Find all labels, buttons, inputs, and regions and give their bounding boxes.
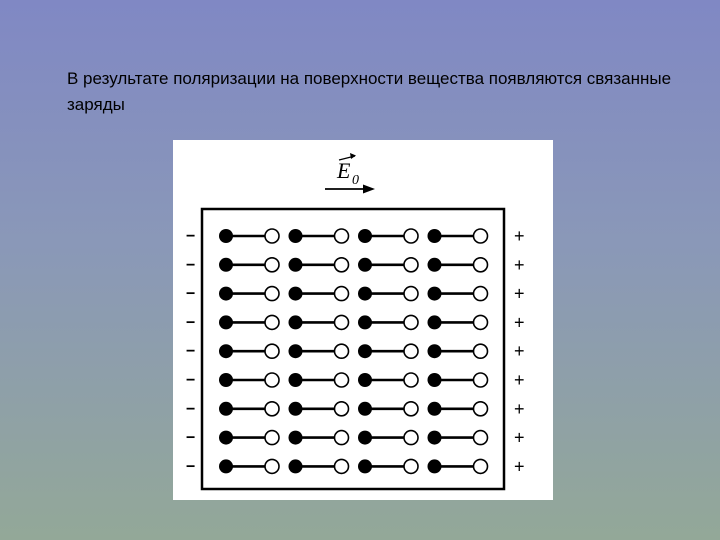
dipole-row xyxy=(219,287,488,301)
positive-charge-dot xyxy=(335,431,349,445)
negative-charge-dot xyxy=(428,431,442,445)
dipole xyxy=(358,258,418,272)
positive-charge-dot xyxy=(335,344,349,358)
dipole-rows xyxy=(219,229,488,473)
left-negative-charge: − xyxy=(186,228,196,245)
field-arrowhead xyxy=(363,185,375,194)
negative-charge-dot xyxy=(289,459,303,473)
negative-charge-dot xyxy=(428,344,442,358)
dipole xyxy=(219,373,279,387)
positive-charge-dot xyxy=(335,258,349,272)
negative-charge-dot xyxy=(289,431,303,445)
dipole xyxy=(219,459,279,473)
negative-charge-dot xyxy=(358,315,372,329)
dipole xyxy=(428,315,488,329)
dipole-row xyxy=(219,258,488,272)
positive-charge-dot xyxy=(404,315,418,329)
dipole xyxy=(219,431,279,445)
negative-charge-dot xyxy=(289,229,303,243)
slide-title: В результате поляризации на поверхности вещества появляются связанные заряды xyxy=(67,69,672,114)
positive-charge-dot xyxy=(335,402,349,416)
positive-charge-dot xyxy=(335,287,349,301)
positive-charge-dot xyxy=(404,459,418,473)
negative-charge-dot xyxy=(219,229,233,243)
negative-charge-dot xyxy=(219,287,233,301)
dipole xyxy=(358,315,418,329)
negative-charge-dot xyxy=(358,344,372,358)
negative-charge-dot xyxy=(219,373,233,387)
dipole-row xyxy=(219,229,488,243)
dipole xyxy=(289,229,349,243)
negative-charge-dot xyxy=(358,459,372,473)
positive-charge-dot xyxy=(404,287,418,301)
positive-charge-dot xyxy=(265,315,279,329)
negative-charge-dot xyxy=(289,344,303,358)
right-positive-charge: + xyxy=(514,283,525,304)
positive-charge-dot xyxy=(404,431,418,445)
dipole xyxy=(358,431,418,445)
negative-charge-dot xyxy=(358,431,372,445)
dipole xyxy=(289,315,349,329)
negative-charge-dot xyxy=(428,373,442,387)
right-positive-charge: + xyxy=(514,226,525,246)
polarization-diagram xyxy=(173,140,553,500)
left-surface-charges xyxy=(186,228,195,475)
positive-charge-dot xyxy=(404,373,418,387)
negative-charge-dot xyxy=(219,344,233,358)
dipole xyxy=(358,373,418,387)
positive-charge-dot xyxy=(404,258,418,272)
positive-charge-dot xyxy=(335,373,349,387)
dipole xyxy=(289,258,349,272)
dipole xyxy=(219,229,279,243)
positive-charge-dot xyxy=(474,431,488,445)
field-vector-label xyxy=(325,153,375,194)
negative-charge-dot xyxy=(219,402,233,416)
negative-charge-dot xyxy=(428,402,442,416)
dipole xyxy=(289,344,349,358)
dipole xyxy=(428,287,488,301)
dipole xyxy=(289,431,349,445)
dipole xyxy=(219,287,279,301)
negative-charge-dot xyxy=(358,287,372,301)
dipole xyxy=(358,402,418,416)
positive-charge-dot xyxy=(404,344,418,358)
negative-charge-dot xyxy=(358,229,372,243)
field-label: E xyxy=(337,158,351,183)
left-negative-charge: − xyxy=(186,256,196,274)
negative-charge-dot xyxy=(219,431,233,445)
dipole xyxy=(358,287,418,301)
negative-charge-dot xyxy=(428,258,442,272)
left-negative-charge: − xyxy=(186,372,196,389)
right-positive-charge: + xyxy=(514,427,525,448)
right-positive-charge: + xyxy=(514,370,525,390)
dipole xyxy=(428,402,488,416)
right-positive-charge: + xyxy=(514,312,525,333)
positive-charge-dot xyxy=(335,229,349,243)
positive-charge-dot xyxy=(474,459,488,473)
dipole-row xyxy=(219,373,488,387)
dipole xyxy=(289,459,349,473)
negative-charge-dot xyxy=(289,402,303,416)
left-negative-charge: − xyxy=(186,458,196,476)
dipole-row xyxy=(219,431,488,445)
field-label-overline-arrowhead xyxy=(350,153,356,159)
left-negative-charge: − xyxy=(186,429,196,447)
positive-charge-dot xyxy=(474,344,488,358)
negative-charge-dot xyxy=(428,459,442,473)
negative-charge-dot xyxy=(219,315,233,329)
positive-charge-dot xyxy=(474,229,488,243)
right-positive-charge: + xyxy=(514,254,525,275)
negative-charge-dot xyxy=(289,315,303,329)
dipole xyxy=(358,229,418,243)
positive-charge-dot xyxy=(474,315,488,329)
right-positive-charge: + xyxy=(514,341,525,362)
dipole-row xyxy=(219,402,488,416)
right-surface-charges xyxy=(514,226,525,476)
dipole-row xyxy=(219,459,488,473)
dipole-row xyxy=(219,344,488,358)
left-negative-charge: − xyxy=(186,400,196,418)
dipole xyxy=(428,431,488,445)
negative-charge-dot xyxy=(358,402,372,416)
negative-charge-dot xyxy=(428,287,442,301)
negative-charge-dot xyxy=(428,315,442,329)
dipole xyxy=(428,258,488,272)
negative-charge-dot xyxy=(358,258,372,272)
dipole xyxy=(428,459,488,473)
positive-charge-dot xyxy=(474,402,488,416)
left-negative-charge: − xyxy=(186,343,196,361)
dipole xyxy=(219,344,279,358)
positive-charge-dot xyxy=(335,459,349,473)
negative-charge-dot xyxy=(289,373,303,387)
positive-charge-dot xyxy=(404,229,418,243)
positive-charge-dot xyxy=(474,287,488,301)
negative-charge-dot xyxy=(358,373,372,387)
dipole xyxy=(428,373,488,387)
positive-charge-dot xyxy=(265,373,279,387)
right-positive-charge: + xyxy=(514,398,525,419)
dielectric-slab xyxy=(202,209,504,489)
dipole xyxy=(428,229,488,243)
polarization-figure xyxy=(173,140,553,500)
positive-charge-dot xyxy=(265,402,279,416)
positive-charge-dot xyxy=(335,315,349,329)
dipole xyxy=(219,315,279,329)
right-positive-charge: + xyxy=(514,456,525,477)
negative-charge-dot xyxy=(219,459,233,473)
dipole xyxy=(289,287,349,301)
positive-charge-dot xyxy=(265,344,279,358)
left-negative-charge: − xyxy=(186,314,196,332)
field-label-subscript: 0 xyxy=(352,173,359,188)
dipole xyxy=(289,373,349,387)
negative-charge-dot xyxy=(289,258,303,272)
dipole xyxy=(219,402,279,416)
positive-charge-dot xyxy=(474,373,488,387)
dipole xyxy=(289,402,349,416)
positive-charge-dot xyxy=(265,459,279,473)
positive-charge-dot xyxy=(265,258,279,272)
dipole xyxy=(428,344,488,358)
positive-charge-dot xyxy=(265,287,279,301)
negative-charge-dot xyxy=(219,258,233,272)
positive-charge-dot xyxy=(265,229,279,243)
negative-charge-dot xyxy=(289,287,303,301)
positive-charge-dot xyxy=(404,402,418,416)
positive-charge-dot xyxy=(474,258,488,272)
dipole xyxy=(219,258,279,272)
dipole xyxy=(358,459,418,473)
negative-charge-dot xyxy=(428,229,442,243)
positive-charge-dot xyxy=(265,431,279,445)
dipole xyxy=(358,344,418,358)
dipole-row xyxy=(219,315,488,329)
left-negative-charge: − xyxy=(186,285,196,303)
